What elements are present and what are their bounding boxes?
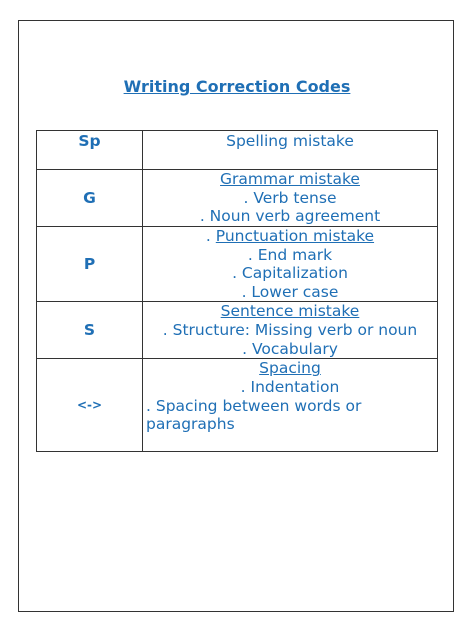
description-line: . End mark: [247, 245, 333, 264]
table-row: [37, 227, 438, 302]
category-heading: Punctuation mistake: [215, 227, 375, 245]
description-line: . Spacing between words or paragraphs: [146, 396, 362, 434]
description-line: . Lower case: [241, 282, 339, 301]
description-line: . Noun verb agreement: [199, 207, 381, 226]
correction-codes-table: [36, 130, 438, 452]
bullet-prefix: .: [205, 227, 216, 245]
description-line: . Structure: Missing verb or noun: [162, 320, 418, 339]
description-cell: [143, 359, 438, 452]
description-cell: [143, 302, 438, 359]
code-cell: <->: [37, 359, 143, 452]
code-cell: Sp: [37, 131, 143, 170]
document-title: Writing Correction Codes: [123, 77, 351, 96]
table-row: [37, 302, 438, 359]
description-line: . Indentation: [240, 377, 340, 396]
code-cell: G: [37, 170, 143, 227]
code-cell: P: [37, 227, 143, 302]
category-heading: Sentence mistake: [220, 302, 360, 321]
category-heading: Grammar mistake: [220, 170, 360, 188]
table-row: [37, 359, 438, 452]
description-cell: [143, 227, 438, 302]
table-row: [37, 170, 438, 227]
code-cell: S: [37, 302, 143, 359]
description-cell: [143, 131, 438, 170]
table-row: [37, 131, 438, 170]
description-line: . Capitalization: [232, 264, 348, 283]
description-line: . Vocabulary: [242, 339, 338, 358]
category-heading: Spacing: [259, 359, 321, 378]
category-heading-line: [143, 227, 437, 246]
description-line: Spelling mistake: [226, 132, 354, 150]
description-cell: [143, 170, 438, 227]
description-line: . Verb tense: [243, 188, 337, 207]
